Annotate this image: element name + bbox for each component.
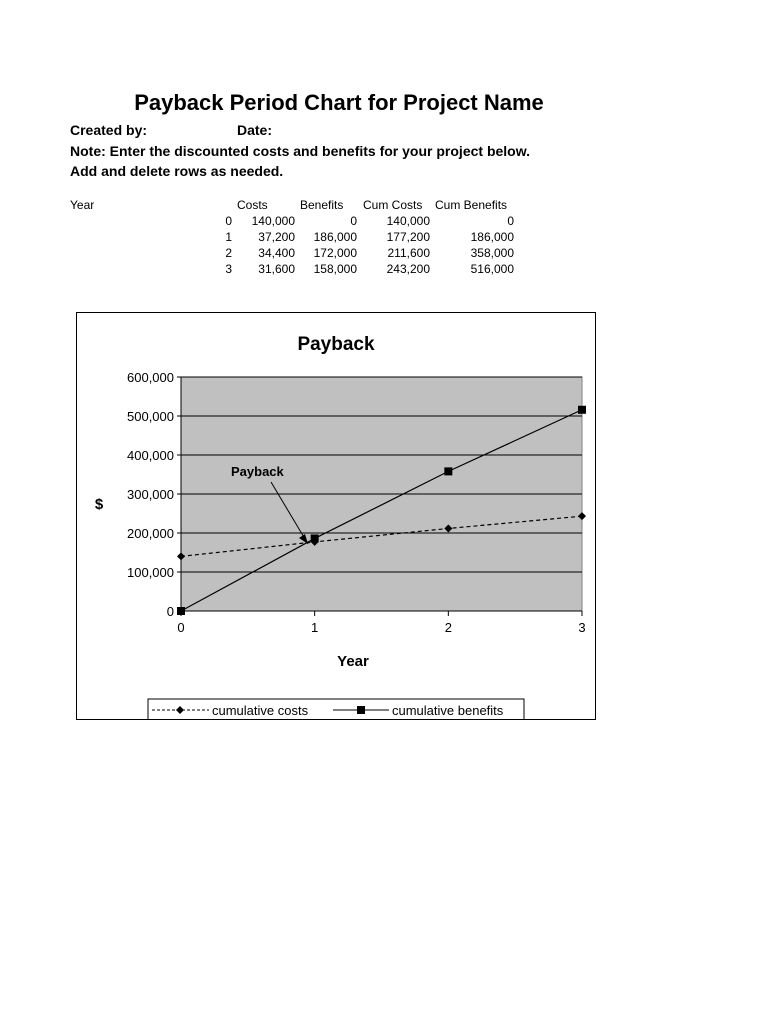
y-tick-label: 100,000 (127, 565, 174, 580)
x-axis (177, 611, 585, 635)
chart-title: Payback (297, 334, 375, 355)
table-cell-costs: 34,400 (258, 246, 295, 260)
legend (148, 699, 524, 719)
instruction-add-delete: Add and delete rows as needed. (70, 163, 284, 179)
table-header-cum-costs: Cum Costs (363, 198, 423, 212)
legend-swatch-benefits-marker (357, 706, 365, 714)
table-cell-year: 0 (225, 214, 232, 228)
table-cell-cum-benefits: 186,000 (470, 230, 514, 244)
table-cell-year: 2 (225, 246, 232, 260)
table-cell-cum-costs: 140,000 (386, 214, 430, 228)
x-tick-label: 3 (578, 620, 586, 635)
payback-annotation-label: Payback (231, 464, 284, 479)
data-point-benefits (444, 467, 452, 475)
created-by-label: Created by: (70, 122, 148, 138)
table-cell-costs: 37,200 (258, 230, 295, 244)
table-header-cum-benefits: Cum Benefits (435, 198, 508, 212)
table-cell-cum-costs: 177,200 (386, 230, 430, 244)
table-cell-cum-costs: 211,600 (387, 246, 430, 260)
date-label: Date: (237, 122, 273, 138)
table-cell-cum-benefits: 0 (507, 214, 514, 228)
y-tick-label: 200,000 (127, 526, 174, 541)
chart-frame (76, 312, 596, 720)
data-point-benefits (578, 406, 586, 414)
table-cell-benefits: 158,000 (313, 262, 357, 276)
data-point-benefits (311, 534, 319, 542)
page-title: Payback Period Chart for Project Name (134, 90, 544, 115)
table-year-header: Year (70, 198, 95, 212)
table-cell-cum-benefits: 516,000 (470, 262, 514, 276)
table-cell-year: 1 (225, 230, 232, 244)
y-tick-label: 300,000 (127, 487, 174, 502)
legend-label-benefits: cumulative benefits (392, 703, 504, 718)
y-tick-label: 500,000 (127, 409, 174, 424)
table-cell-benefits: 172,000 (313, 246, 357, 260)
x-tick-label: 2 (444, 620, 452, 635)
table-cell-year: 3 (225, 262, 232, 276)
y-tick-label: 400,000 (127, 448, 174, 463)
table-cell-benefits: 0 (350, 214, 357, 228)
table-cell-cum-benefits: 358,000 (470, 246, 514, 260)
x-tick-label: 0 (177, 620, 185, 635)
instruction-note: Note: Enter the discounted costs and benefits for your project below. (70, 143, 530, 159)
y-tick-label: 600,000 (127, 370, 174, 385)
data-point-benefits (177, 607, 185, 615)
table-cell-costs: 140,000 (251, 214, 295, 228)
table-cell-benefits: 186,000 (313, 230, 357, 244)
x-axis-label: Year (337, 653, 369, 670)
y-tick-label: 0 (166, 604, 174, 619)
table-cell-cum-costs: 243,200 (386, 262, 430, 276)
table-header-benefits: Benefits (300, 198, 344, 212)
payback-chart (77, 313, 595, 719)
y-axis (127, 370, 181, 619)
legend-label-costs: cumulative costs (212, 703, 309, 718)
table-header-costs: Costs (237, 198, 268, 212)
x-tick-label: 1 (311, 620, 319, 635)
y-axis-label: $ (94, 496, 104, 513)
table-cell-costs: 31,600 (258, 262, 295, 276)
